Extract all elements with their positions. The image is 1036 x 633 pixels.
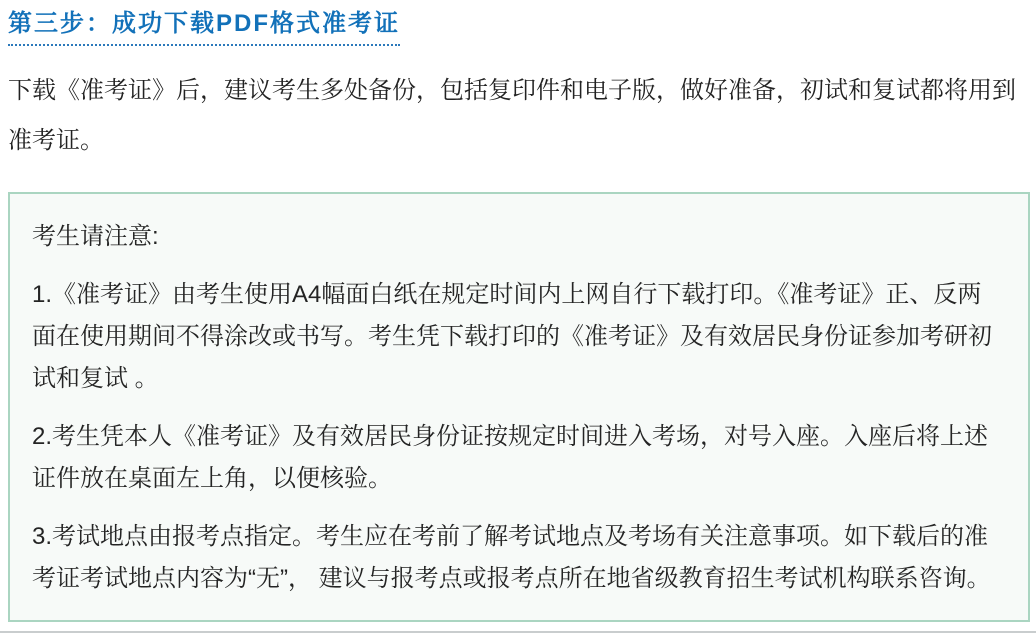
intro-paragraph: 下载《准考证》后，建议考生多处备份，包括复印件和电子版，做好准备，初试和复试都将用到准考证。 bbox=[8, 77, 1016, 154]
notice-box-title: 考生请注意: bbox=[32, 223, 159, 250]
notice-box bbox=[8, 192, 1030, 622]
section-heading bbox=[8, 8, 1030, 46]
section-heading-text: 第三步：成功下载PDF格式准考证 bbox=[8, 10, 400, 46]
notice-item-1: 1.《准考证》由考生使用A4幅面白纸在规定时间内上网自行下载打印。《准考证》正、反两面在使用期间不得涂改或书写。考生凭下载打印的《准考证》及有效居民身份证参加考研初试和复试 。 bbox=[32, 281, 992, 392]
notice-item-3: 3.考试地点由报考点指定。考生应在考前了解考试地点及考场有关注意事项。如下载后的准考证考试地点内容为“无”， 建议与报考点或报考点所在地省级教育招生考试机构联系咨询。 bbox=[32, 523, 991, 592]
notice-item-2: 2.考生凭本人《准考证》及有效居民身份证按规定时间进入考场，对号入座。入座后将上述证件放在桌面左上角，以便核验。 bbox=[32, 423, 989, 492]
